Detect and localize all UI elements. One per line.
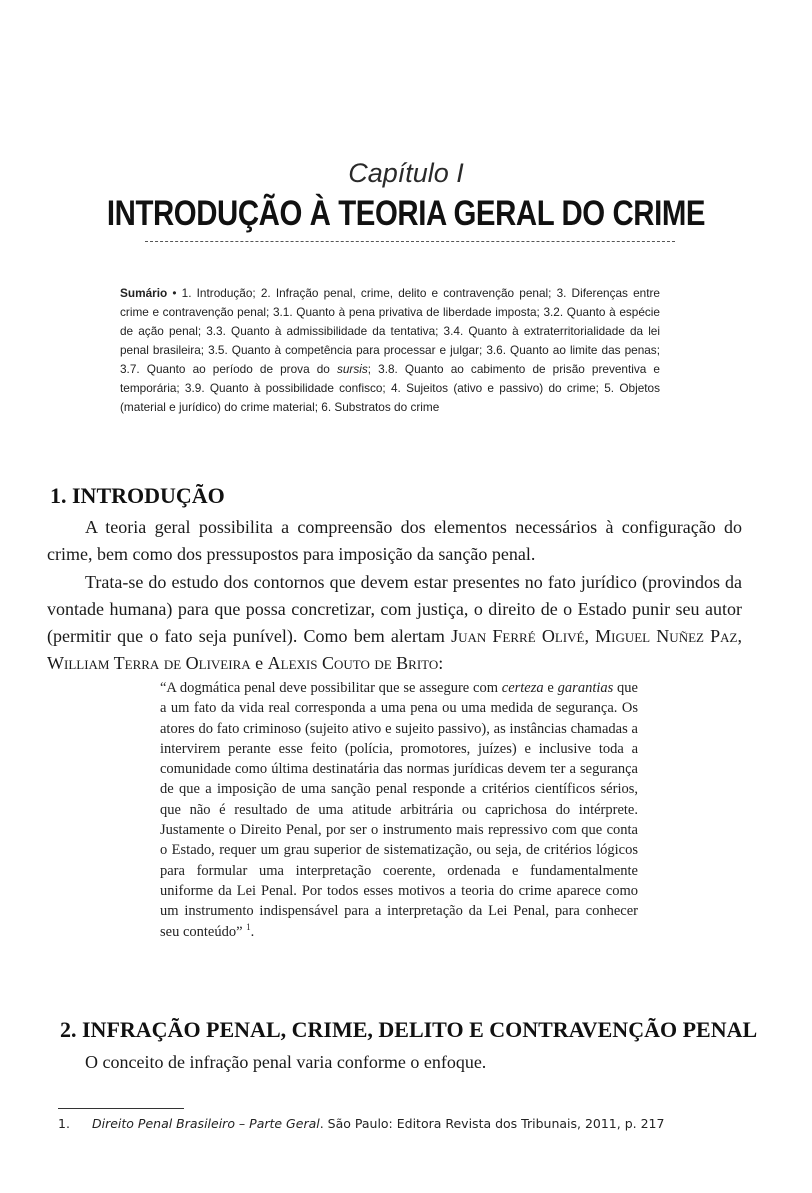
author-name: William Terra de Oliveira bbox=[47, 653, 251, 673]
footnote-rest: . São Paulo: Editora Revista dos Tribunais, 2011, p. 217 bbox=[319, 1116, 665, 1131]
footnote-reference[interactable]: 1 bbox=[246, 921, 251, 932]
summary-lead: Sumário bbox=[120, 286, 168, 300]
quote-text: e bbox=[543, 680, 558, 696]
summary-text-b: ; 3.8. Quanto ao cabimento de prisão preventiva e temporária; 3.9. Quanto à possibilidade confisco; 4. Sujeitos (ativo e passivo) do crime; 5. Objetos (material e jurídico) do crime material; 6. Substratos do crime bbox=[120, 362, 660, 414]
quote-emphasis: garantias bbox=[557, 680, 614, 696]
footnote-number: 1. bbox=[58, 1116, 70, 1131]
paragraph-intro-2 bbox=[47, 569, 742, 677]
footnote bbox=[58, 1116, 758, 1131]
section-heading-introducao: 1. INTRODUÇÃO bbox=[50, 483, 225, 508]
paragraph-intro-2-text: Trata-se do estudo dos contornos que devem estar presentes no fato jurídico (provindos da vontade humana) para que possa concretizar, com justiça, o direito de o Estado punir seu autor (permitir que o fato seja punível). Como bem alertam bbox=[47, 572, 742, 646]
footnote-divider bbox=[58, 1108, 184, 1109]
chapter-summary bbox=[120, 284, 660, 417]
author-name: Alexis Couto de Brito bbox=[267, 653, 439, 673]
paragraph-infracao-1: O conceito de infração penal varia conforme o enfoque. bbox=[85, 1052, 487, 1072]
block-quote bbox=[160, 678, 638, 942]
summary-separator: • bbox=[167, 286, 182, 300]
chapter-title: INTRODUÇÃO À TEORIA GERAL DO CRIME bbox=[106, 194, 706, 233]
author-name: Miguel Nuñez Paz bbox=[595, 626, 738, 646]
footnote-title: Direito Penal Brasileiro – Parte Geral bbox=[92, 1116, 320, 1131]
quote-text: que a um fato da vida real corresponda a uma pena ou uma medida de segurança. Os atores do fato criminoso (sujeito ativo e sujeito passivo), as instâncias chamadas a intervirem perante esse feito (polícia, promotores, juízes) e inclusive toda a comunidade como última destinatária das normas jurídicas devem ter a segurança de que a imposição de uma sanção penal responde a critérios científicos sérios, que não é resultado de uma atitude arbitrária ou caprichosa do intérprete. Justamente o Direito Penal, por ser o instrumento mais repressivo com que conta o Estado, requer um grau superior de sistematização, ou seja, de critérios lógicos para formular uma interpretação coerente, ordenada e fundamentalmente uniforme da Lei Penal. Por todos esses motivos a teoria do crime aparece como um instrumento indispensável para a interpretação da Lei Penal, para conhecer seu conteúdo” bbox=[160, 680, 638, 940]
author-name: Juan Ferré Olivé bbox=[451, 626, 585, 646]
paragraph-intro-2-end: : bbox=[438, 653, 444, 673]
title-divider bbox=[145, 241, 675, 242]
chapter-label: Capítulo I bbox=[348, 158, 464, 188]
quote-emphasis: certeza bbox=[501, 680, 544, 696]
paragraph-intro-1: A teoria geral possibilita a compreensão dos elementos necessários à configuração do crime, bem como dos pressupostos para imposição da sanção penal. bbox=[47, 517, 742, 564]
author-separator: e bbox=[250, 653, 268, 673]
section-heading-infracao: 2. INFRAÇÃO PENAL, CRIME, DELITO E CONTRAVENÇÃO PENAL bbox=[60, 1017, 758, 1042]
author-separator: , bbox=[737, 626, 742, 646]
quote-text: “A dogmática penal deve possibilitar que se assegure com bbox=[160, 680, 502, 696]
summary-text-em: sursis bbox=[336, 362, 368, 376]
summary-text-a: 1. Introdução; 2. Infração penal, crime, delito e contravenção penal; 3. Diferenças entre crime e contravenção penal; 3.1. Quanto à pena privativa de liberdade imposta; 3.2. Quanto à espécie de ação penal; 3.3. Quanto à admissibilidade da tentativa; 3.4. Quanto à extraterritorialidade da lei penal brasileira; 3.5. Quanto à competência para processar e julgar; 3.6. Quanto ao limite das penas; 3.7. Quanto ao período de prova do bbox=[120, 286, 660, 376]
quote-end: . bbox=[250, 923, 255, 940]
author-separator: , bbox=[584, 626, 596, 646]
